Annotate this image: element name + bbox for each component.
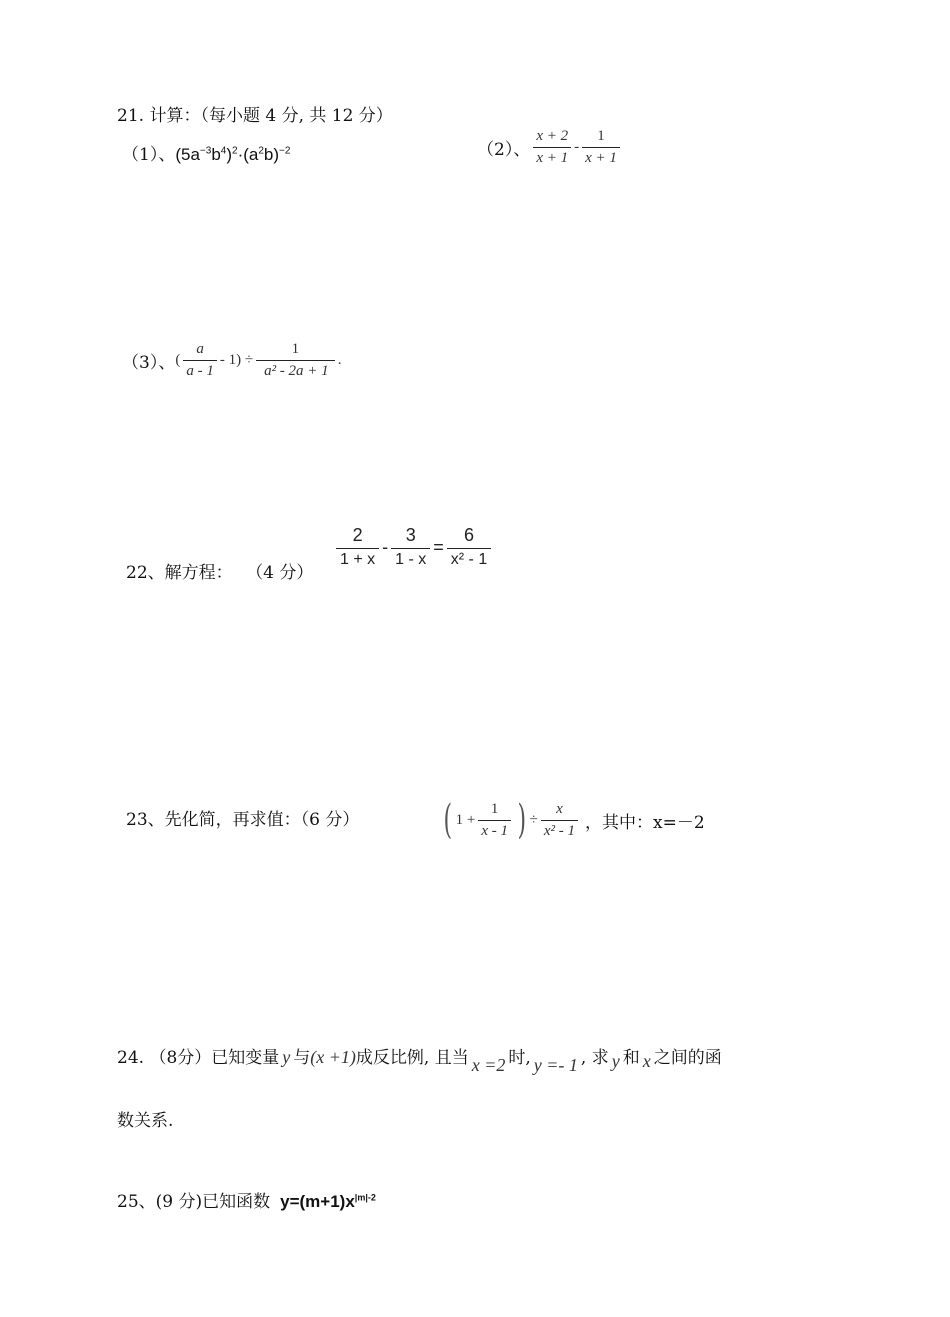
q21-part3-fraction1: $\frac{a}{a - 1}$ [183, 341, 217, 379]
q21-part1-expr: $(5a^{-3}b^4)^2\cdot(a^2b)^{-2}$ [175, 145, 291, 164]
q23-condition: ，其中：x=－2 [584, 812, 705, 833]
q23-label: 23、先化简，再求值：（6 分） [126, 810, 360, 830]
q22-equation [333, 526, 494, 568]
q21-part2-label: （2）、 [477, 139, 531, 160]
q21-part1-label: （1）、 [122, 145, 176, 165]
q24-line1: 24. （8分）已知变量 y 与(x +1)成反比例, 且当 x =2 时, y =- 1 , 求 y 和 x 之间的函 [117, 1047, 722, 1075]
q21-part3: （3）、 ( $\frac{a}{a - 1}$ - 1) ÷ $\frac{1}{\text{a² - 2a + 1}}$ . [122, 341, 342, 379]
q22-fraction1: $\frac{2}{1 + x}$ [336, 526, 379, 568]
q25-function: y=(m+1)x [280, 1192, 355, 1211]
q21-part2-fraction2: $\frac{1}{x + 1}$ [582, 128, 620, 166]
left-paren: ( [443, 797, 453, 843]
q21-part1 [122, 140, 290, 165]
q21-part3-label: （3）、 [122, 352, 176, 373]
q22-label: 22、解方程： （4 分） [126, 563, 314, 583]
divide-operator: ÷ [529, 811, 538, 828]
q21-part3-fraction2: $\frac{1}{\text{a² - 2a + 1}}$ [256, 341, 335, 379]
q23-expression: ( 1 + $\frac{1}{x - 1}$ ) ÷ $\frac{x}{\text{x² - 1}}$ ，其中：x=－2 [443, 797, 705, 843]
q23-fraction2: $\frac{x}{\text{x² - 1}}$ [541, 801, 578, 839]
minus-operator: - [574, 138, 580, 155]
q21-header: 21. 计算：（每小题 4 分, 共 12 分） [117, 106, 393, 126]
right-paren: ) [517, 797, 527, 843]
q22-fraction2: $\frac{3}{1 - x}$ [391, 526, 430, 568]
q25-line: 25、(9 分)已知函数 $y=(m+1)x^{|m|-2}$ [117, 1192, 376, 1212]
minus-operator: - [382, 536, 389, 557]
equals-operator: = [433, 536, 444, 557]
q22-score: （4 分） [254, 563, 314, 583]
q23-fraction1: $\frac{1}{x - 1}$ [478, 801, 511, 839]
q22-fraction3: $\frac{6}{\text{x² - 1}}$ [447, 526, 491, 568]
q24-line2: 数关系. [117, 1111, 174, 1131]
q21-part2-fraction1: $\frac{x + 2}{x + 1}$ [533, 128, 571, 166]
q21-part2 [477, 128, 623, 166]
